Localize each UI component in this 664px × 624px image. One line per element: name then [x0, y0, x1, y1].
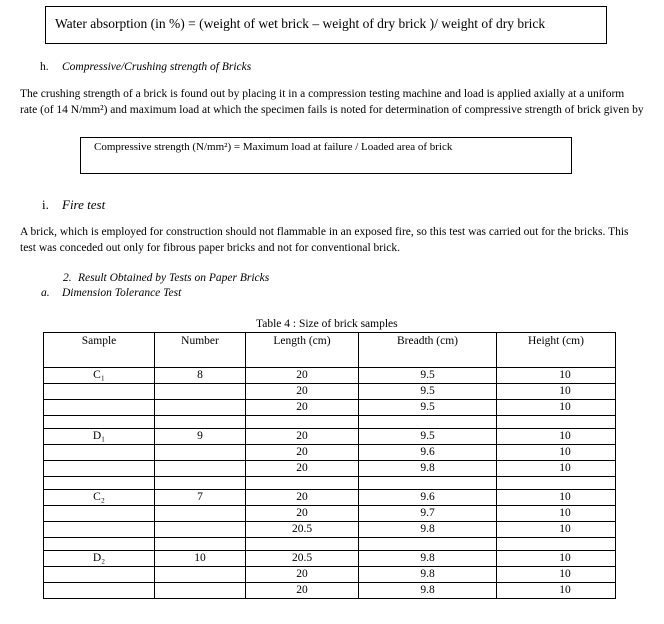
cell-number — [155, 506, 246, 522]
table-row — [44, 522, 616, 538]
cell-sample: C₂ — [44, 490, 155, 506]
cell-length — [246, 538, 359, 551]
header-breadth: Breadth (cm) — [359, 333, 497, 368]
cell-breadth — [359, 538, 497, 551]
cell-sample — [44, 538, 155, 551]
cell-breadth: 9.6 — [359, 445, 497, 461]
cell-sample — [44, 522, 155, 538]
table-row — [44, 445, 616, 461]
cell-height: 10 — [497, 583, 616, 599]
cell-length: 20.5 — [246, 551, 359, 567]
section-h-marker: h. — [40, 61, 49, 73]
table-row — [44, 551, 616, 567]
section-i-title: Fire test — [62, 197, 106, 212]
cell-length: 20 — [246, 445, 359, 461]
cell-breadth: 9.8 — [359, 567, 497, 583]
cell-number: 7 — [155, 490, 246, 506]
cell-length: 20 — [246, 384, 359, 400]
cell-height: 10 — [497, 400, 616, 416]
cell-breadth: 9.5 — [359, 384, 497, 400]
cell-breadth: 9.5 — [359, 429, 497, 445]
cell-sample — [44, 583, 155, 599]
cell-sample: D₂ — [44, 551, 155, 567]
cell-height: 10 — [497, 506, 616, 522]
cell-number — [155, 522, 246, 538]
cell-sample — [44, 384, 155, 400]
table-row — [44, 368, 616, 384]
header-sample: Sample — [44, 333, 155, 368]
cell-number — [155, 445, 246, 461]
cell-height: 10 — [497, 567, 616, 583]
table-row — [44, 567, 616, 583]
cell-sample — [44, 506, 155, 522]
cell-sample — [44, 445, 155, 461]
section-a-title: Dimension Tolerance Test — [62, 287, 182, 299]
header-length: Length (cm) — [246, 333, 359, 368]
cell-breadth — [359, 416, 497, 429]
cell-sample — [44, 567, 155, 583]
crushing-strength-paragraph: The crushing strength of a brick is found out by placing it in a compression testing machine and load is applied axially at a uniform rate (of 14 N/mm²) and maximum load at which the specimen fails is noted for determination of compressive strength of brick given by — [20, 88, 644, 116]
cell-height — [497, 416, 616, 429]
cell-number — [155, 538, 246, 551]
cell-number: 10 — [155, 551, 246, 567]
cell-length: 20 — [246, 506, 359, 522]
table-row — [44, 583, 616, 599]
cell-length: 20 — [246, 567, 359, 583]
cell-height: 10 — [497, 522, 616, 538]
section-2-title: Result Obtained by Tests on Paper Bricks — [78, 272, 270, 284]
cell-number — [155, 477, 246, 490]
cell-breadth: 9.5 — [359, 400, 497, 416]
cell-sample — [44, 416, 155, 429]
cell-height: 10 — [497, 445, 616, 461]
cell-number — [155, 583, 246, 599]
cell-length: 20 — [246, 429, 359, 445]
cell-length — [246, 416, 359, 429]
fire-test-paragraph: A brick, which is employed for construction should not flammable in an exposed fire, so this test was carried out for the bricks. This test was conceded out only for fibrous paper bricks and not for conventional brick. — [20, 226, 629, 254]
cell-length: 20 — [246, 400, 359, 416]
cell-sample — [44, 477, 155, 490]
table-header-row — [44, 333, 616, 368]
cell-height — [497, 477, 616, 490]
cell-length — [246, 477, 359, 490]
cell-height: 10 — [497, 551, 616, 567]
table-row — [44, 506, 616, 522]
cell-number — [155, 461, 246, 477]
cell-sample: D₁ — [44, 429, 155, 445]
cell-breadth: 9.7 — [359, 506, 497, 522]
cell-number: 8 — [155, 368, 246, 384]
header-height: Height (cm) — [497, 333, 616, 368]
table-caption: Table 4 : Size of brick samples — [256, 318, 398, 330]
cell-breadth: 9.8 — [359, 551, 497, 567]
cell-breadth — [359, 477, 497, 490]
cell-sample: C₁ — [44, 368, 155, 384]
cell-number — [155, 416, 246, 429]
cell-number — [155, 567, 246, 583]
table-row — [44, 400, 616, 416]
cell-number: 9 — [155, 429, 246, 445]
water-absorption-formula: Water absorption (in %) = (weight of wet brick – weight of dry brick )/ weight of dry brick — [55, 16, 546, 31]
cell-height: 10 — [497, 368, 616, 384]
cell-length: 20.5 — [246, 522, 359, 538]
table-spacer-row — [44, 416, 616, 429]
section-i-marker: i. — [42, 197, 49, 212]
header-number: Number — [155, 333, 246, 368]
cell-breadth: 9.8 — [359, 461, 497, 477]
table-spacer-row — [44, 477, 616, 490]
cell-length: 20 — [246, 461, 359, 477]
section-h-title: Compressive/Crushing strength of Bricks — [62, 61, 252, 73]
cell-sample — [44, 400, 155, 416]
cell-length: 20 — [246, 490, 359, 506]
section-a-marker: a. — [41, 287, 50, 299]
section-2-marker: 2. — [63, 272, 72, 284]
cell-breadth: 9.8 — [359, 583, 497, 599]
cell-breadth: 9.8 — [359, 522, 497, 538]
cell-height: 10 — [497, 490, 616, 506]
table-row — [44, 461, 616, 477]
cell-height: 10 — [497, 429, 616, 445]
water-absorption-formula-box — [45, 6, 607, 44]
table-row — [44, 384, 616, 400]
cell-number — [155, 384, 246, 400]
cell-height: 10 — [497, 461, 616, 477]
cell-breadth: 9.6 — [359, 490, 497, 506]
cell-height — [497, 538, 616, 551]
cell-sample — [44, 461, 155, 477]
cell-length: 20 — [246, 368, 359, 384]
table-row — [44, 490, 616, 506]
compressive-formula-box — [80, 137, 572, 174]
table-spacer-row — [44, 538, 616, 551]
compressive-formula: Compressive strength (N/mm²) = Maximum load at failure / Loaded area of brick — [94, 141, 453, 153]
table-row — [44, 429, 616, 445]
cell-length: 20 — [246, 583, 359, 599]
cell-number — [155, 400, 246, 416]
cell-height: 10 — [497, 384, 616, 400]
brick-size-table — [43, 332, 616, 599]
cell-breadth: 9.5 — [359, 368, 497, 384]
